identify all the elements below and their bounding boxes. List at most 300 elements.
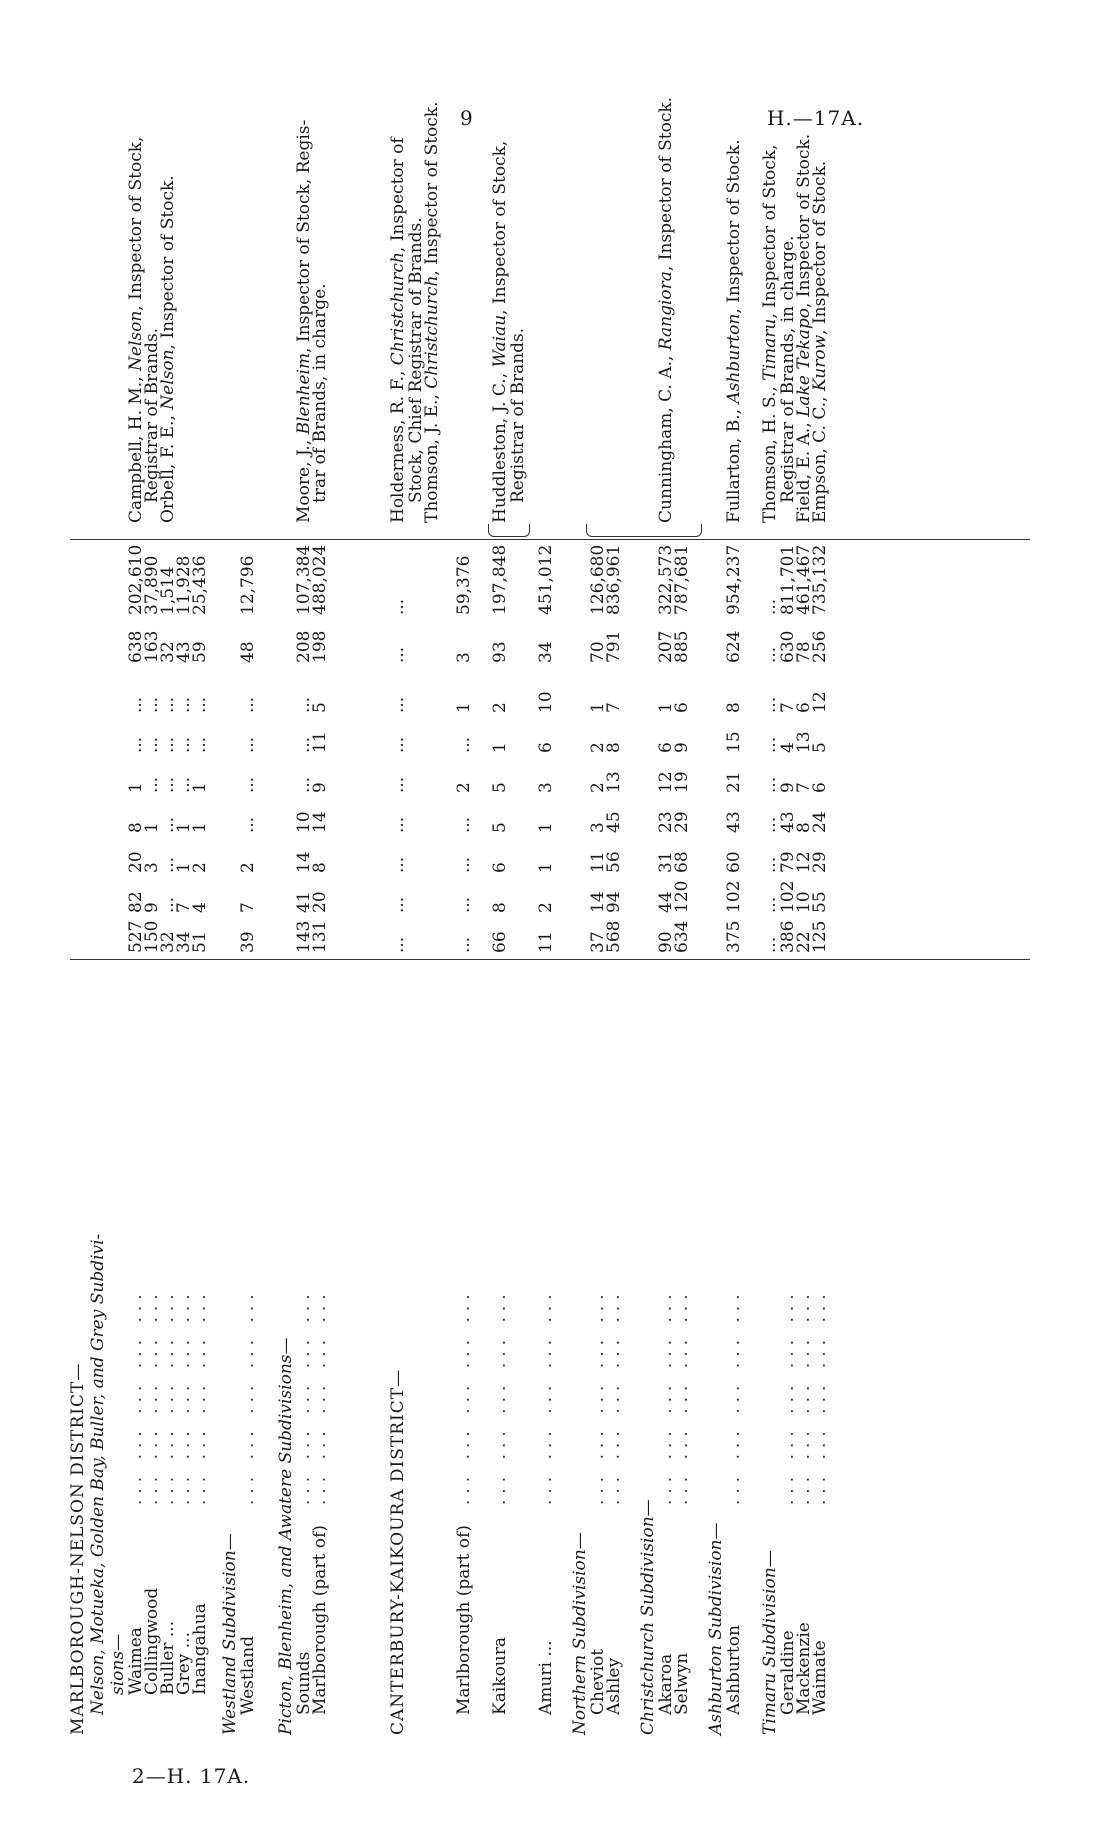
cell: 638 (126, 630, 146, 663)
inspector-entry (760, 145, 780, 524)
row-name: Kaikoura (490, 1636, 510, 1715)
cell: 8 (724, 702, 744, 713)
cell: 163 (142, 630, 162, 663)
cell: 1 (454, 702, 474, 713)
subdivision-row (220, 115, 240, 1735)
cell: 43 (778, 811, 798, 833)
cell: 1 (126, 782, 146, 793)
cell: ... (238, 776, 258, 793)
cell: 1 (190, 782, 210, 793)
inspector-note: Registrar of Brands, in charge. (778, 235, 798, 503)
subdivision-heading: Ashburton Subdivision— (706, 1522, 726, 1735)
cell: 20 (310, 891, 330, 913)
inspector-entry (810, 161, 830, 523)
cell: 48 (238, 641, 258, 663)
cell: ... (158, 776, 178, 793)
cell: ... (190, 696, 210, 713)
cell: 1,514 (158, 566, 178, 615)
leader-dots: ... ... ... ... ... (310, 1288, 330, 1505)
cell: 43 (174, 641, 194, 663)
leader-dots: ... ... ... ... ... (672, 1288, 692, 1505)
cell: 9 (778, 782, 798, 793)
cell: 1 (142, 822, 162, 833)
district-heading-row (388, 115, 408, 1735)
cell: 25,436 (190, 555, 210, 615)
table-row (810, 115, 830, 1735)
cell: 70 (588, 641, 608, 663)
table-row (724, 115, 744, 1735)
cell: 3 (142, 862, 162, 873)
cell: ... (760, 936, 780, 953)
table-row (536, 115, 556, 1735)
cell: 55 (810, 891, 830, 913)
row-name: Waimea (126, 1627, 146, 1695)
cell: ... (760, 776, 780, 793)
cell: 9 (142, 902, 162, 913)
cell: 78 (794, 641, 814, 663)
cell: 29 (810, 851, 830, 873)
cell: ... (388, 816, 408, 833)
cell: 14 (310, 811, 330, 833)
subdivision-heading: sions— (108, 1633, 128, 1695)
cell: ... (388, 646, 408, 663)
inspector-place: Rangiora (656, 271, 676, 351)
subdivision-row (276, 115, 296, 1735)
row-name: Buller ... (158, 1620, 178, 1695)
cell: 6 (794, 702, 814, 713)
leader-dots: ... ... ... ... ... (454, 1288, 474, 1505)
table-row (422, 101, 442, 1735)
row-name: Ashburton (724, 1625, 744, 1715)
cell: 125 (810, 920, 830, 953)
cell: ... (388, 696, 408, 713)
cell: 39 (238, 931, 258, 953)
cell: 5 (490, 782, 510, 793)
cell: ... (454, 856, 474, 873)
subdivision-heading: Picton, Blenheim, and Awatere Subdivisions— (276, 1337, 296, 1735)
leader-dots: ... ... ... ... ... (294, 1288, 314, 1505)
subdivision-heading: Westland Subdivision— (220, 1533, 240, 1735)
cell: ... (238, 816, 258, 833)
cell: 14 (294, 851, 314, 873)
cell: 7 (794, 782, 814, 793)
subdivision-row (638, 115, 658, 1735)
document-reference: H.—17A. (767, 106, 865, 130)
leader-dots: ... ... ... ... ... (536, 1288, 556, 1505)
inspector-place: Timaru (760, 318, 780, 381)
cell: 59,376 (454, 555, 474, 615)
cell: 1 (174, 822, 194, 833)
cell: 9 (672, 742, 692, 753)
cell: 630 (778, 630, 798, 663)
cell: ... (158, 896, 178, 913)
inspector-name: Moore, J., (294, 434, 314, 523)
cell: ... (158, 736, 178, 753)
cell: 787,681 (672, 544, 692, 615)
cell: 24 (810, 811, 830, 833)
cell: ... (388, 936, 408, 953)
leader-dots: ... ... ... ... ... (174, 1288, 194, 1505)
cell: 51 (190, 931, 210, 953)
cell: 45 (604, 811, 624, 833)
table-row (604, 115, 624, 1735)
cell: 12 (794, 851, 814, 873)
cell: 198 (310, 630, 330, 663)
cell: 34 (174, 931, 194, 953)
cell: 6 (490, 862, 510, 873)
cell: 1 (190, 822, 210, 833)
cell: 7 (604, 702, 624, 713)
cell: 12 (810, 691, 830, 713)
cell: 8 (490, 902, 510, 913)
row-name: Waimate (810, 1640, 830, 1715)
table-row (454, 115, 474, 1735)
cell: 8 (604, 742, 624, 753)
cell: 9 (310, 782, 330, 793)
district-heading: CANTERBURY-KAIKOURA DISTRICT— (388, 1368, 408, 1735)
cell: ... (760, 816, 780, 833)
cell: 8 (126, 822, 146, 833)
cell: 79 (778, 851, 798, 873)
cell: ... (158, 856, 178, 873)
inspector-place: Lake Tekapo (794, 308, 814, 417)
cell: 15 (724, 731, 744, 753)
row-name: Mackenzie (794, 1622, 814, 1715)
cell: 6 (656, 742, 676, 753)
cell: 1 (588, 702, 608, 713)
inspector-name: Huddleston, J. C., (490, 367, 510, 523)
cell: ... (454, 936, 474, 953)
cell: 11,928 (174, 555, 194, 615)
cell: ... (760, 896, 780, 913)
cell: 22 (794, 931, 814, 953)
cell: 43 (724, 811, 744, 833)
cell: 451,012 (536, 544, 556, 615)
leader-dots: ... ... ... ... ... (588, 1288, 608, 1505)
cell: 4 (778, 742, 798, 753)
row-name: Inangahua (190, 1603, 210, 1695)
inspector-role: , Inspector of (388, 137, 408, 253)
cell: 34 (536, 641, 556, 663)
cell: ... (454, 896, 474, 913)
cell: ... (126, 696, 146, 713)
cell: 634 (672, 920, 692, 953)
page-number: 9 (460, 106, 473, 130)
leader-dots: ... ... ... ... ... (238, 1288, 258, 1505)
leader-dots: ... ... ... ... ... (656, 1288, 676, 1505)
cell: 836,961 (604, 544, 624, 615)
cell: 2 (490, 702, 510, 713)
cell: 68 (672, 851, 692, 873)
table-row (490, 115, 510, 1735)
cell: 202,610 (126, 544, 146, 615)
cell: 41 (294, 891, 314, 913)
leader-dots: ... ... ... ... ... (490, 1288, 510, 1505)
row-name: Amuri ... (536, 1640, 556, 1715)
cell: 527 (126, 920, 146, 953)
cell: 624 (724, 630, 744, 663)
cell: 102 (778, 880, 798, 913)
cell: ... (388, 736, 408, 753)
leader-dots: ... ... ... ... ... (190, 1288, 210, 1505)
cell: 2 (536, 902, 556, 913)
cell: ... (760, 598, 780, 615)
cell: 3 (536, 782, 556, 793)
cell: 102 (724, 880, 744, 913)
cell: 811,701 (778, 544, 798, 615)
inspector-place: Kurow (810, 334, 830, 392)
cell: 207 (656, 630, 676, 663)
cell: ... (174, 776, 194, 793)
subdivision-heading: Timaru Subdivision— (760, 1550, 780, 1735)
cell: ... (142, 736, 162, 753)
inspector-place: Ashburton (724, 313, 744, 404)
row-name: Akaroa (656, 1653, 676, 1715)
cell: 13 (604, 771, 624, 793)
cell: 1 (490, 742, 510, 753)
cell: 131 (310, 920, 330, 953)
cell: 12 (656, 771, 676, 793)
table-row (672, 115, 692, 1735)
cell: 5 (490, 822, 510, 833)
row-name: Marlborough (part of) (454, 1525, 474, 1715)
cell: ... (174, 696, 194, 713)
cell: 197,848 (490, 544, 510, 615)
inspector-role: , Inspector of Stock, (126, 136, 146, 311)
inspector-note: Registrar of Brands. (142, 327, 162, 503)
inspector-name: Empson, C. C., (810, 391, 830, 523)
subdivision-row (760, 115, 780, 1735)
row-name: Ashley (604, 1657, 624, 1715)
cell: 1 (536, 862, 556, 873)
cell: 29 (672, 811, 692, 833)
cell: 37,890 (142, 555, 162, 615)
cell: 107,384 (294, 544, 314, 615)
cell: 256 (810, 630, 830, 663)
cell: 32 (158, 931, 178, 953)
table-row (238, 115, 258, 1735)
subdivision-heading: Christchurch Subdivision— (638, 1499, 658, 1735)
cell: ... (760, 696, 780, 713)
cell: 568 (604, 920, 624, 953)
cell: 14 (588, 891, 608, 913)
leader-dots: ... ... ... ... ... (724, 1288, 744, 1505)
cell: 11 (536, 931, 556, 953)
cell: ... (238, 736, 258, 753)
table-row (508, 115, 528, 1735)
cell: ... (454, 736, 474, 753)
cell: 4 (190, 902, 210, 913)
inspector-name: Holderness, R. F., (388, 365, 408, 523)
cell: 126,680 (588, 544, 608, 615)
cell: 32 (158, 641, 178, 663)
inspector-note: Stock, Chief Registrar of Brands. (406, 217, 426, 503)
cell: 120 (672, 880, 692, 913)
row-name: Marlborough (part of) (310, 1525, 330, 1715)
cell: ... (388, 776, 408, 793)
cell: 1 (656, 702, 676, 713)
row-name: Geraldine (778, 1630, 798, 1715)
cell: 2 (588, 782, 608, 793)
cell: 885 (672, 630, 692, 663)
subdivision-row (706, 115, 726, 1735)
cell: ... (294, 736, 314, 753)
inspector-role: , Inspector of Stock. (158, 175, 178, 350)
row-name: Sounds (294, 1651, 314, 1715)
cell: ... (142, 776, 162, 793)
cell: 44 (656, 891, 676, 913)
cell: 6 (672, 702, 692, 713)
inspector-role: , Inspector of Stock. (422, 101, 442, 276)
cell: ... (126, 736, 146, 753)
cell: 5 (310, 702, 330, 713)
cell: 60 (724, 851, 744, 873)
cell: ... (388, 896, 408, 913)
cell: 488,024 (310, 544, 330, 615)
leader-dots: ... ... ... ... ... (604, 1288, 624, 1505)
cell: 23 (656, 811, 676, 833)
cell: 7 (238, 902, 258, 913)
cell: ... (294, 696, 314, 713)
cell: 1 (174, 862, 194, 873)
printer-signature: 2—H. 17A. (132, 1764, 251, 1788)
rotated-table (68, 96, 1030, 1735)
cell: ... (454, 816, 474, 833)
subdivision-heading: Northern Subdivision— (570, 1532, 590, 1735)
inspector-role: , Inspector of Stock. (724, 139, 744, 314)
cell: 82 (126, 891, 146, 913)
cell: ... (388, 856, 408, 873)
inspector-role: , Inspector of Stock, Regis- (294, 119, 314, 353)
cell: 6 (810, 782, 830, 793)
cell: 375 (724, 920, 744, 953)
cell: 954,237 (724, 544, 744, 615)
leader-dots: ... ... ... ... ... (778, 1288, 798, 1505)
brace (488, 524, 530, 537)
cell: 735,132 (810, 544, 830, 615)
cell: 12,796 (238, 555, 258, 615)
inspector-entry (422, 101, 442, 523)
inspector-place: Blenheim (294, 352, 314, 435)
inspector-place: Christchurch (388, 252, 408, 366)
cell: ... (158, 696, 178, 713)
cell: 2 (238, 862, 258, 873)
inspector-role: , Inspector of Stock. (794, 133, 814, 309)
cell: 11 (310, 731, 330, 753)
cell: 2 (454, 782, 474, 793)
cell: 66 (490, 931, 510, 953)
cell: 1 (536, 822, 556, 833)
cell: 19 (672, 771, 692, 793)
row-name: Grey ... (174, 1632, 194, 1695)
cell: ... (174, 736, 194, 753)
cell: 5 (810, 742, 830, 753)
cell: ... (294, 776, 314, 793)
cell: 208 (294, 630, 314, 663)
inspector-name: Thomson, H. S., (760, 380, 780, 523)
cell: 150 (142, 920, 162, 953)
cell: 143 (294, 920, 314, 953)
cell: 56 (604, 851, 624, 873)
inspector-place: Nelson (126, 310, 146, 371)
cell: 386 (778, 920, 798, 953)
cell: 13 (794, 731, 814, 753)
cell: 2 (190, 862, 210, 873)
inspector-name: Campbell, H. M., (126, 370, 146, 523)
row-name: Westland (238, 1635, 258, 1715)
inspector-entry (388, 137, 408, 523)
cell: 6 (536, 742, 556, 753)
cell: 94 (604, 891, 624, 913)
inspector-note: trar of Brands, in charge. (310, 283, 330, 503)
table-row (310, 115, 330, 1735)
cell: 20 (126, 851, 146, 873)
subdivision-row (570, 115, 590, 1735)
table-row (190, 115, 210, 1735)
cell: ... (190, 736, 210, 753)
inspector-place: Nelson (158, 349, 178, 410)
cell: 93 (490, 641, 510, 663)
row-name: Selwyn (672, 1652, 692, 1715)
cell: 8 (310, 862, 330, 873)
inspector-name: Cunningham, C. A., (656, 350, 676, 523)
cell: ... (760, 736, 780, 753)
cell: 59 (190, 641, 210, 663)
cell: 2 (588, 742, 608, 753)
leader-dots: ... ... ... ... ... (794, 1288, 814, 1505)
inspector-entry (724, 140, 744, 524)
subdivision-row (88, 115, 108, 1735)
cell: 461,467 (794, 544, 814, 615)
cell: 90 (656, 931, 676, 953)
cell: 21 (724, 771, 744, 793)
inspector-place: Christchurch (422, 275, 442, 389)
cell: 11 (588, 851, 608, 873)
inspector-role: , Inspector of Stock, (490, 140, 510, 315)
cell: ... (760, 856, 780, 873)
inspector-note: Registrar of Brands. (508, 327, 528, 503)
cell: 10 (794, 891, 814, 913)
inspector-role: , Inspector of Stock. (656, 96, 676, 272)
inspector-name: Orbell, F. E., (158, 409, 178, 523)
cell: 791 (604, 630, 624, 663)
cell: ... (238, 696, 258, 713)
cell: 37 (588, 931, 608, 953)
subdivision-row (108, 115, 128, 1735)
cell: 322,573 (656, 544, 676, 615)
cell: ... (760, 646, 780, 663)
cell: ... (158, 816, 178, 833)
cell: ... (388, 598, 408, 615)
cell: 31 (656, 851, 676, 873)
inspector-name: Fullarton, B., (724, 403, 744, 523)
cell: 10 (294, 811, 314, 833)
inspector-name: Field, E. A., (794, 416, 814, 523)
cell: ... (142, 696, 162, 713)
cell: 8 (794, 822, 814, 833)
cell: 3 (454, 652, 474, 663)
inspector-role: , Inspector of Stock, (760, 144, 780, 319)
cell: 3 (588, 822, 608, 833)
leader-dots: ... ... ... ... ... (810, 1288, 830, 1505)
inspector-entry (490, 141, 510, 523)
subdivision-heading: Nelson, Motueka, Golden Bay, Buller, and Grey Subdivi- (88, 1233, 108, 1715)
inspector-name: Thomson, J. E., (422, 388, 442, 523)
inspector-role: , Inspector of Stock. (810, 160, 830, 335)
leader-dots: ... ... ... ... ... (126, 1288, 146, 1505)
district-heading: MARLBOROUGH-NELSON DISTRICT— (68, 1362, 88, 1735)
row-name: Cheviot (588, 1648, 608, 1715)
